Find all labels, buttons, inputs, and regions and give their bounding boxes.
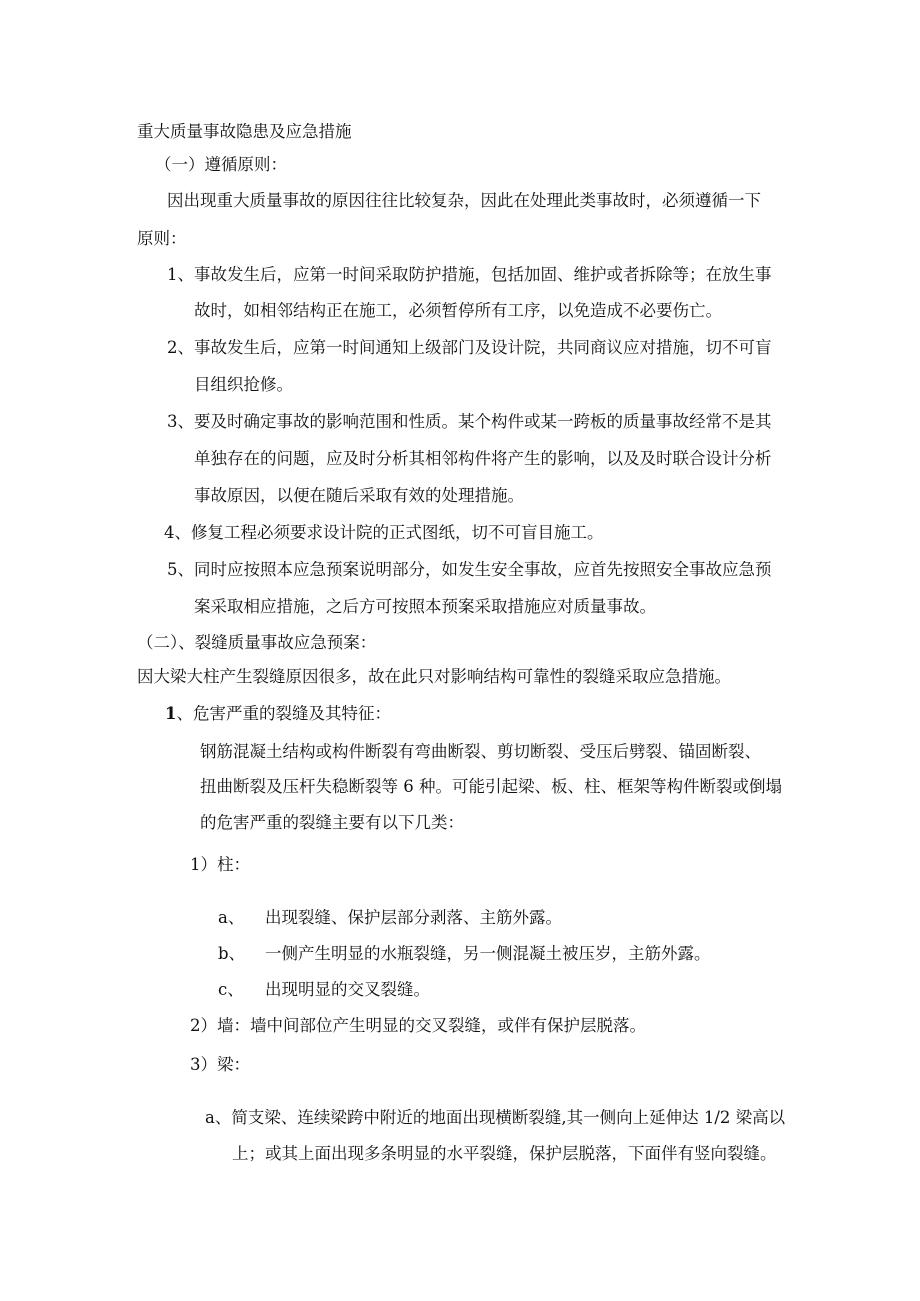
column-item-text: 一侧产生明显的水瓶裂缝，另一侧混凝土被压岁，主筋外露。 xyxy=(265,944,711,963)
item-text: 事故发生后，应第一时间采取防护措施，包括加固、维护或者拆除等；在放生事 xyxy=(194,265,772,284)
item-text: 案采取相应措施，之后方可按照本预案采取措施应对质量事故。 xyxy=(194,597,656,616)
item-text: 故时，如相邻结构正在施工，必须暂停所有工序，以免造成不必要伤亡。 xyxy=(194,301,722,320)
column-item-label: b、 xyxy=(218,944,246,963)
column-item-text: 出现明显的交叉裂缝。 xyxy=(265,980,430,999)
column-item-label: a、 xyxy=(218,908,245,927)
item-number: 3、 xyxy=(167,412,194,431)
beam-item-text: a、简支梁、连续梁跨中附近的地面出现横断裂缝,其一侧向上延伸达 1/2 梁高以 xyxy=(205,1108,786,1127)
subsection-title: 、危害严重的裂缝及其特征： xyxy=(176,704,391,723)
subsection-number-digit: 1 xyxy=(165,704,177,723)
subsection-number xyxy=(165,703,391,725)
item-text: 同时应按照本应急预案说明部分，如发生安全事故，应首先按照安全事故应急预 xyxy=(194,560,772,579)
section-2-intro: 因大梁大柱产生裂缝原因很多，故在此只对影响结构可靠性的裂缝采取应急措施。 xyxy=(137,667,731,686)
section-1-intro-cont: 原则： xyxy=(137,229,187,248)
item-text: 事故发生后，应第一时间通知上级部门及设计院，共同商议应对措施，切不可盲 xyxy=(194,338,772,357)
column-item-text: 出现裂缝、保护层部分剥落、主筋外露。 xyxy=(265,908,562,927)
item-text: 单独存在的问题，应及时分析其相邻构件将产生的影响，以及及时联合设计分析 xyxy=(194,449,772,468)
section-2-heading: （二）、裂缝质量事故应急预案： xyxy=(137,633,377,652)
paragraph-line: 钢筋混凝土结构或构件断裂有弯曲断裂、剪切断裂、受压后劈裂、锚固断裂、 xyxy=(200,742,761,761)
beam-heading: 3）梁： xyxy=(190,1055,250,1074)
document-title: 重大质量事故隐患及应急措施 xyxy=(137,122,352,141)
item-number: 5、 xyxy=(167,560,194,579)
wall-line: 2）墙：墙中间部位产生明显的交叉裂缝，或伴有保护层脱落。 xyxy=(190,1016,646,1035)
section-1-heading: （一）遵循原则： xyxy=(155,155,287,174)
item-text: 目组织抢修。 xyxy=(194,375,293,394)
item-text: 要及时确定事故的影响范围和性质。某个构件或某一跨板的质量事故经常不是其 xyxy=(194,412,772,431)
paragraph-line: 的危害严重的裂缝主要有以下几类： xyxy=(200,813,464,832)
item-text: 事故原因，以便在随后采取有效的处理措施。 xyxy=(194,486,524,505)
item-number: 1、 xyxy=(167,265,194,284)
item-number: 2、 xyxy=(167,338,194,357)
item-text: 修复工程必须要求设计院的正式图纸，切不可盲目施工。 xyxy=(191,523,604,542)
paragraph-line: 扭曲断裂及压杆失稳断裂等 6 种。可能引起梁、板、柱、框架等构件断裂或倒塌 xyxy=(200,777,782,796)
section-1-intro: 因出现重大质量事故的原因往往比较复杂，因此在处理此类事故时，必须遵循一下 xyxy=(167,191,761,210)
column-item-label: c、 xyxy=(218,980,244,999)
column-heading: 1）柱： xyxy=(190,855,250,874)
beam-item-text-cont: 上；或其上面出现多条明显的水平裂缝，保护层脱落，下面伴有竖向裂缝。 xyxy=(232,1144,777,1163)
item-number: 4、 xyxy=(164,523,191,542)
